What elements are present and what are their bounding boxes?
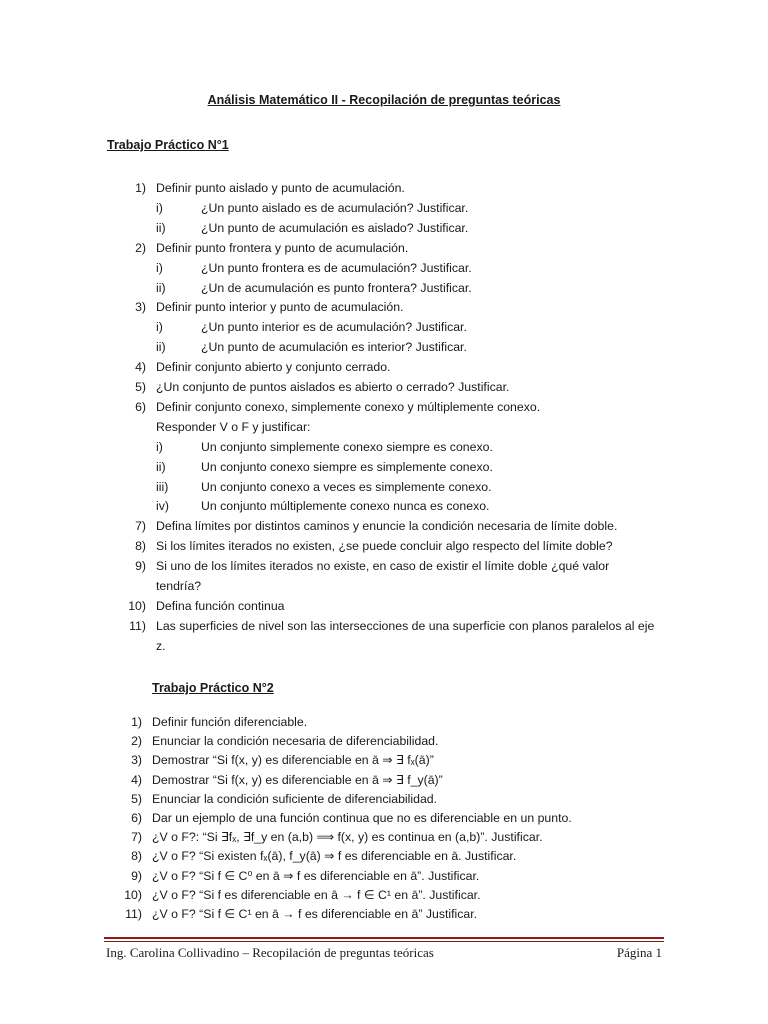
question-text: Un conjunto conexo siempre es simplemente conexo. (201, 459, 493, 474)
question-number: i) (156, 200, 163, 215)
question-text: ¿V o F? “Si f ∈ C⁰ en ā ⇒ f es diferenciable en ā”. Justificar. (152, 868, 480, 883)
question-text: Definir conjunto abierto y conjunto cerrado. (156, 360, 391, 375)
question-text: Enunciar la condición necesaria de diferenciabilidad. (152, 734, 439, 749)
question-text: Defina límites por distintos caminos y enuncie la condición necesaria de límite doble. (156, 519, 618, 534)
footer-divider (104, 937, 664, 939)
page-title: Análisis Matemático II - Recopilación de preguntas teóricas (207, 93, 561, 107)
question-number: 1) (135, 181, 146, 195)
question-text: ¿Un punto interior es de acumulación? Justificar. (201, 320, 467, 335)
question-text: ¿Un punto de acumulación es aislado? Justificar. (201, 220, 469, 235)
question-text: ¿Un conjunto de puntos aislados es abierto o cerrado? Justificar. (156, 380, 510, 394)
question-text: Demostrar “Si f(x, y) es diferenciable en ā ⇒ ∃ f_y(ā)” (152, 772, 443, 787)
question-text: ¿V o F?: “Si ∃fₓ, ∃f_y en (a,b) ⟹ f(x, y) es continua en (a,b)”. Justificar. (152, 830, 543, 845)
footer-author: Ing. Carolina Collivadino – Recopilación de preguntas teóricas (106, 945, 434, 960)
question-number: iv) (156, 499, 169, 514)
question-number: 7) (131, 830, 142, 845)
question-number: ii) (156, 459, 166, 474)
question-number: 10) (124, 887, 142, 902)
question-text: Definir conjunto conexo, simplemente conexo y múltiplemente conexo. (156, 399, 541, 414)
question-number: 11) (125, 907, 142, 921)
question-number: 3) (131, 753, 142, 768)
question-text: Responder V o F y justificar: (156, 419, 311, 434)
section-heading-tp2: Trabajo Práctico N°2 (152, 681, 274, 695)
question-number: 2) (135, 240, 146, 255)
question-text: Enunciar la condición suficiente de diferenciabilidad. (152, 791, 438, 806)
question-number: 8) (135, 539, 146, 554)
question-number: 11) (129, 618, 146, 633)
question-number: 2) (131, 734, 142, 749)
question-text: Defina función continua (156, 598, 285, 613)
question-text: Un conjunto múltiplemente conexo nunca es conexo. (201, 499, 490, 514)
question-text: ¿V o F? “Si existen fₓ(ā), f_y(ā) ⇒ f es diferenciable en ā. Justificar. (152, 849, 517, 864)
footer-divider-thin (104, 941, 664, 942)
question-text: Si uno de los límites iterados no existe, en caso de existir el límite doble ¿qué valor (156, 559, 610, 574)
question-number: 6) (131, 811, 142, 825)
question-number: 4) (131, 772, 142, 787)
question-text: Un conjunto conexo a veces es simplemente conexo. (201, 479, 492, 494)
question-text: Definir función diferenciable. (152, 715, 308, 729)
question-number: ii) (156, 280, 166, 295)
question-text: Demostrar “Si f(x, y) es diferenciable en ā ⇒ ∃ fₓ(ā)” (152, 753, 434, 768)
question-text: ¿Un de acumulación es punto frontera? Justificar. (201, 280, 472, 295)
question-number: i) (156, 439, 163, 454)
question-number: 9) (135, 559, 146, 574)
question-number: 8) (131, 849, 142, 864)
section-heading-tp1: Trabajo Práctico N°1 (107, 138, 229, 152)
question-number: 6) (135, 399, 146, 414)
question-number: 5) (135, 380, 146, 394)
question-number: iii) (156, 479, 169, 494)
question-text: Un conjunto simplemente conexo siempre es conexo. (201, 439, 493, 454)
question-number: ii) (156, 220, 166, 235)
question-text: Definir punto interior y punto de acumulación. (156, 300, 404, 315)
question-number: 1) (131, 715, 142, 729)
question-text: tendría? (156, 579, 202, 593)
footer-page-number: Página 1 (616, 945, 662, 960)
question-number: 5) (131, 791, 142, 806)
question-number: 7) (135, 519, 146, 534)
question-text: Las superficies de nivel son las intersecciones de una superficie con planos paralelos al eje (156, 618, 655, 633)
question-text: Si los límites iterados no existen, ¿se puede concluir algo respecto del límite doble? (156, 539, 613, 554)
question-number: i) (156, 320, 163, 335)
question-text: ¿Un punto aislado es de acumulación? Justificar. (201, 200, 469, 215)
question-number: 9) (131, 868, 142, 883)
question-text: Definir punto frontera y punto de acumulación. (156, 240, 409, 255)
question-number: i) (156, 260, 163, 275)
question-number: ii) (156, 340, 166, 355)
question-number: 10) (128, 598, 146, 613)
question-text: Definir punto aislado y punto de acumulación. (156, 181, 405, 195)
question-text: ¿Un punto frontera es de acumulación? Justificar. (201, 260, 472, 275)
question-number: 4) (135, 360, 146, 375)
question-text: ¿Un punto de acumulación es interior? Justificar. (201, 340, 467, 355)
question-text: z. (156, 638, 166, 653)
question-text: ¿V o F? “Si f es diferenciable en ā → f ∈ C¹ en ā”. Justificar. (152, 887, 481, 902)
question-text: ¿V o F? “Si f ∈ C¹ en ā → f es diferenciable en ā” Justificar. (152, 907, 478, 921)
question-text: Dar un ejemplo de una función continua que no es diferenciable en un punto. (152, 811, 572, 825)
question-number: 3) (135, 300, 146, 315)
